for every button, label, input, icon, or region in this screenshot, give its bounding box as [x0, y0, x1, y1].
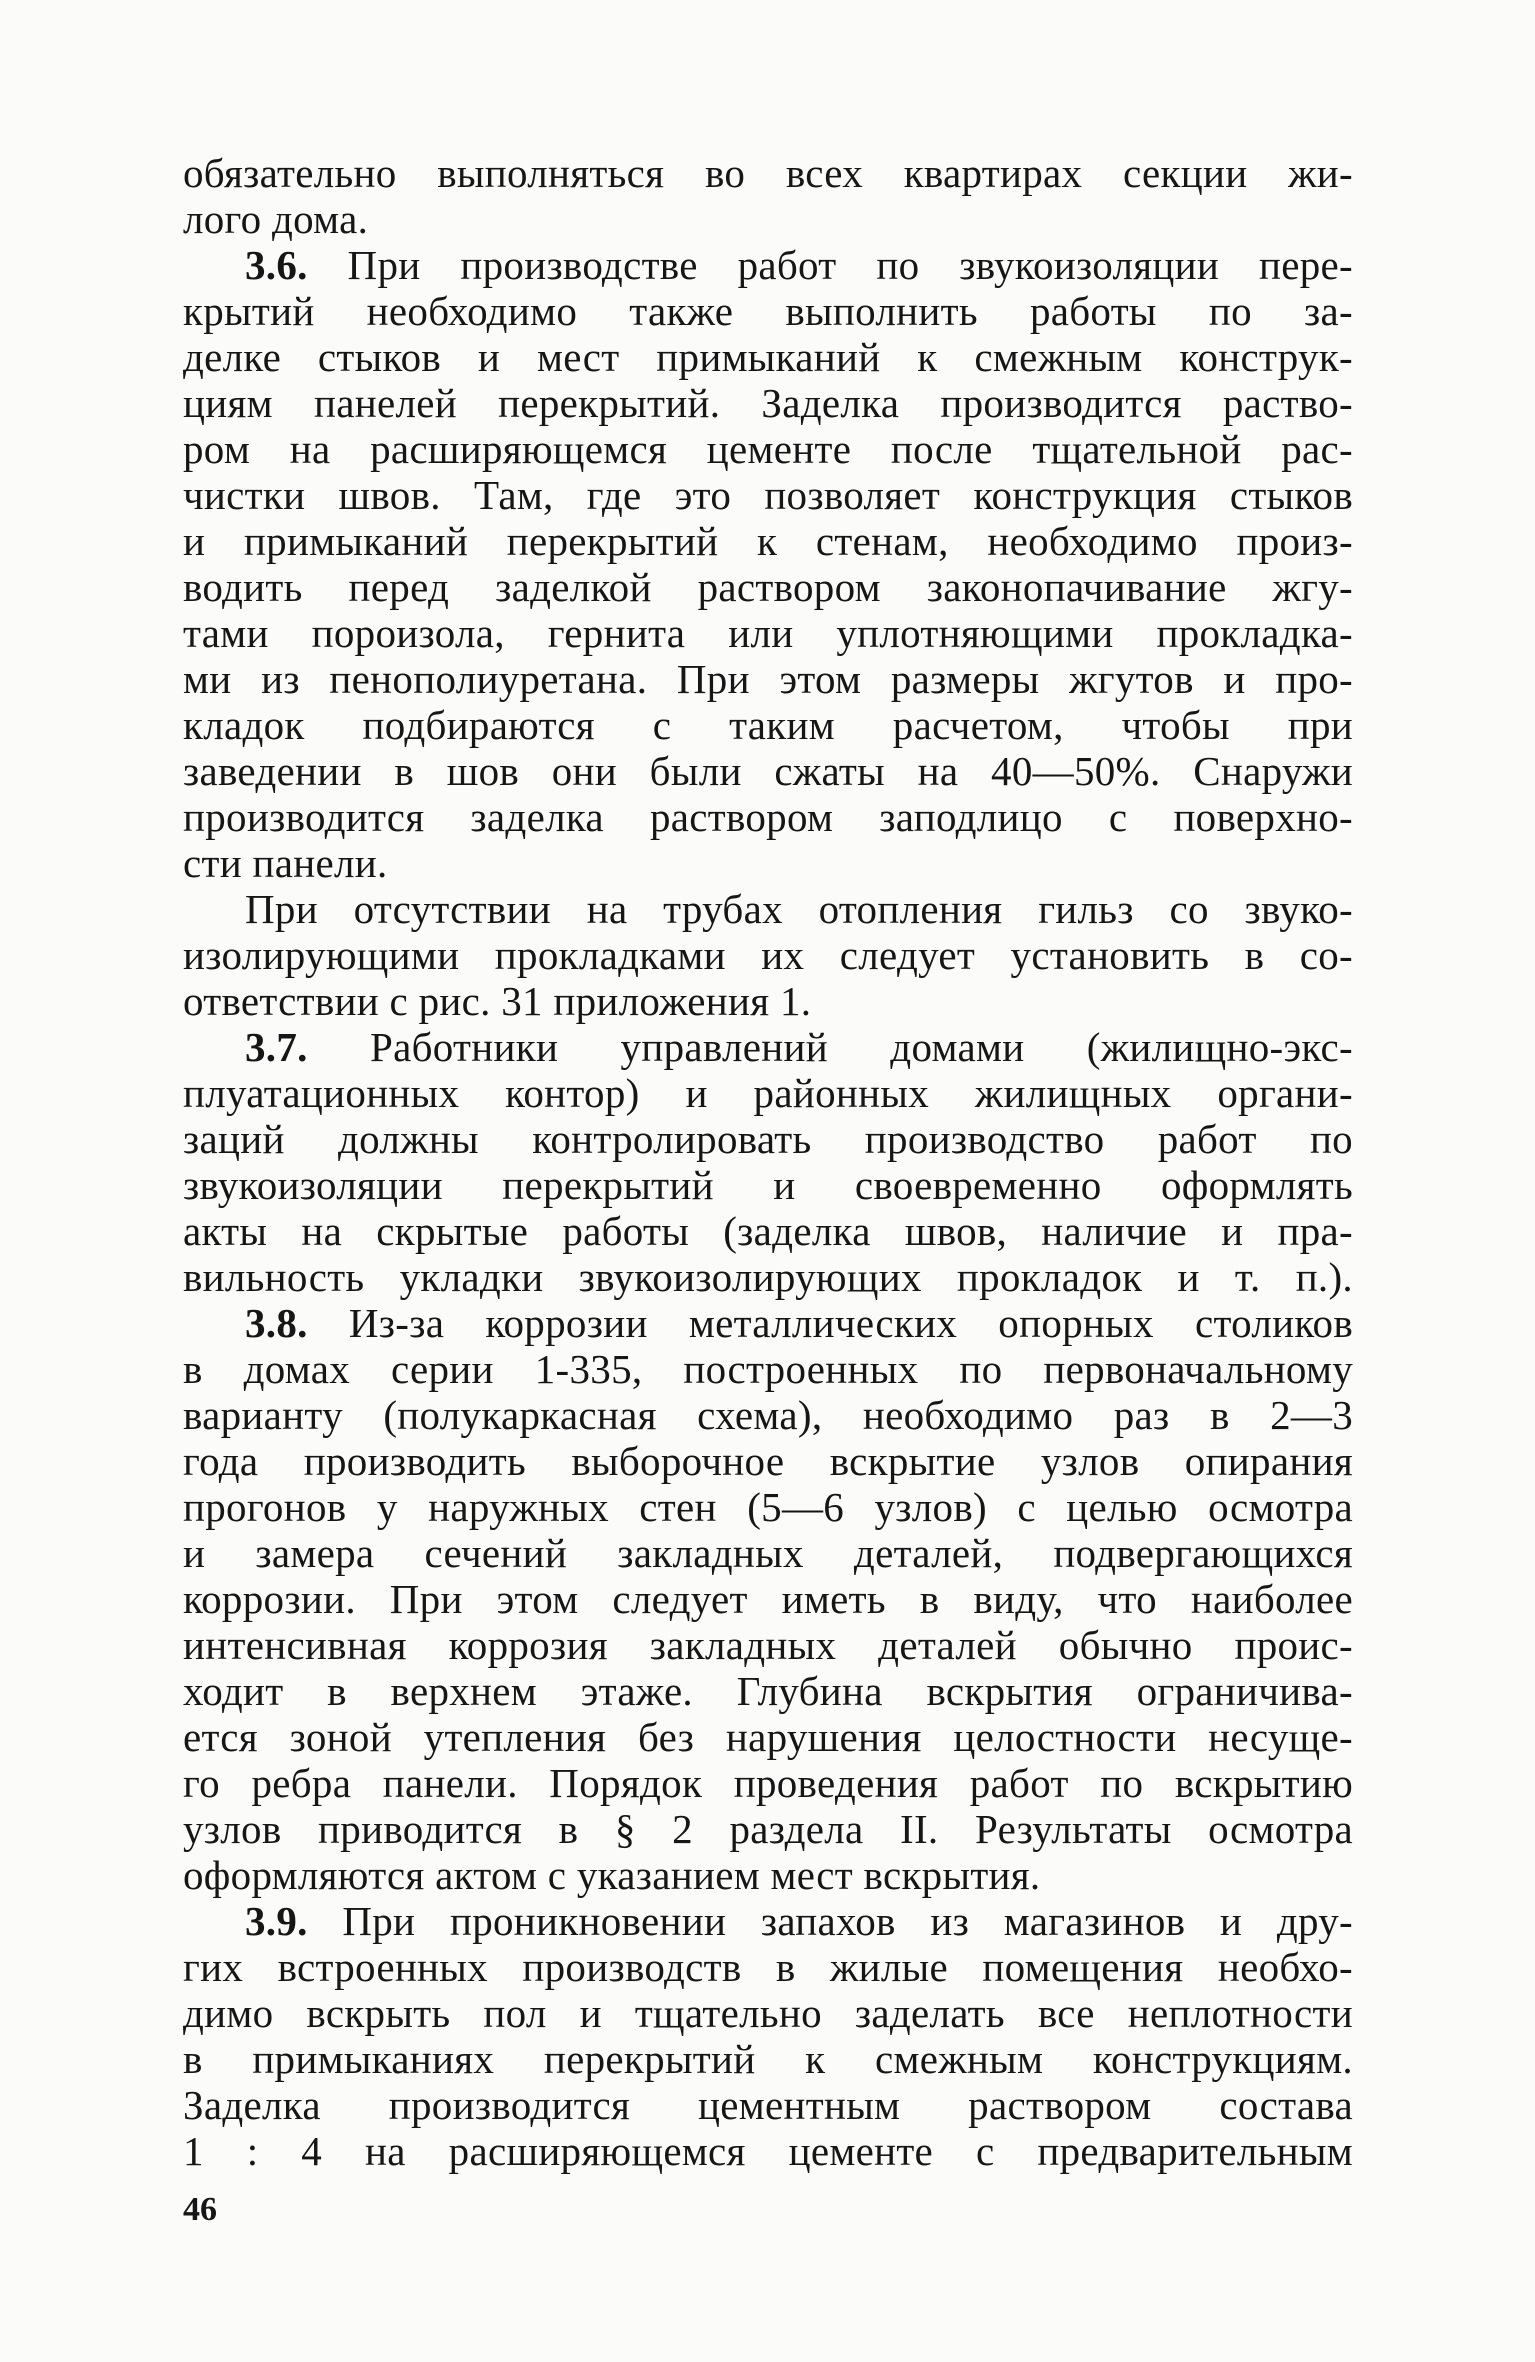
text-line: [183, 702, 1353, 748]
line-text: заведении в шов они были сжаты на 40—50%. Снаружи: [183, 748, 1353, 794]
text-line: [183, 1990, 1353, 2036]
line-text: узлов приводится в § 2 раздела II. Результаты осмотра: [183, 1806, 1353, 1852]
section-number: 3.9.: [245, 1898, 308, 1944]
text-line: [183, 1116, 1353, 1162]
text-line: [183, 564, 1353, 610]
line-text: ром на расширяющемся цементе после тщательной рас-: [183, 426, 1353, 472]
text-line: [183, 1484, 1353, 1530]
text-line: [183, 2128, 1353, 2174]
text-line: [183, 932, 1353, 978]
text-line: [183, 1576, 1353, 1622]
text-line: [183, 288, 1353, 334]
line-text: в домах серии 1-335, построенных по первоначальному: [183, 1346, 1353, 1392]
text-line: [183, 748, 1353, 794]
page-number: 46: [183, 2191, 217, 2228]
text-line: [183, 1714, 1353, 1760]
section-number: 3.7.: [245, 1024, 308, 1070]
line-text: и примыканий перекрытий к стенам, необходимо произ-: [183, 518, 1353, 564]
text-line: [183, 196, 1353, 242]
line-text: в примыканиях перекрытий к смежным конструкциям.: [183, 2036, 1353, 2082]
line-text: производится заделка раствором заподлицо с поверхно-: [183, 794, 1353, 840]
text-line: [183, 1944, 1353, 1990]
text-line: [183, 1760, 1353, 1806]
line-text: заций должны контролировать производство работ по: [183, 1116, 1353, 1162]
text-line: [183, 472, 1353, 518]
line-text: При отсутствии на трубах отопления гильз со звуко-: [245, 886, 1353, 932]
line-text: Из-за коррозии металлических опорных столиков: [307, 1300, 1353, 1346]
text-line: [183, 1852, 1353, 1898]
line-text: и замера сечений закладных деталей, подвергающихся: [183, 1530, 1353, 1576]
text-line: [183, 518, 1353, 564]
line-text: ется зоной утепления без нарушения целостности несуще-: [183, 1714, 1353, 1760]
text-line: [183, 1346, 1353, 1392]
line-text: ответствии с рис. 31 приложения 1.: [183, 978, 812, 1024]
text-line: [183, 886, 1353, 932]
line-text: оформляются актом с указанием мест вскрытия.: [183, 1852, 1041, 1898]
line-text: коррозии. При этом следует иметь в виду, что наиболее: [183, 1576, 1353, 1622]
line-text: крытий необходимо также выполнить работы по за-: [183, 288, 1353, 334]
text-line: [183, 1898, 1353, 1944]
text-line: [183, 610, 1353, 656]
text-line: [183, 1622, 1353, 1668]
line-text: плуатационных контор) и районных жилищных органи-: [183, 1070, 1353, 1116]
text-line: [183, 1530, 1353, 1576]
line-text: сти панели.: [183, 840, 388, 886]
line-text: варианту (полукаркасная схема), необходимо раз в 2—3: [183, 1392, 1353, 1438]
text-line: [183, 1438, 1353, 1484]
text-line: [183, 2036, 1353, 2082]
line-text: 1 : 4 на расширяющемся цементе с предварительным: [183, 2128, 1353, 2174]
line-text: вильность укладки звукоизолирующих прокладок и т. п.).: [183, 1254, 1353, 1300]
line-text: кладок подбираются с таким расчетом, чтобы при: [183, 702, 1353, 748]
line-text: изолирующими прокладками их следует установить в со-: [183, 932, 1353, 978]
line-text: обязательно выполняться во всех квартирах секции жи-: [183, 150, 1353, 196]
text-line: [183, 840, 1353, 886]
line-text: циям панелей перекрытий. Заделка производится раство-: [183, 380, 1353, 426]
text-line: [183, 1208, 1353, 1254]
text-line: [183, 334, 1353, 380]
line-text: акты на скрытые работы (заделка швов, наличие и пра-: [183, 1208, 1353, 1254]
text-line: [183, 150, 1353, 196]
line-text: При производстве работ по звукоизоляции пере-: [307, 242, 1353, 288]
body-text: [183, 150, 1353, 2174]
text-line: [183, 656, 1353, 702]
line-text: Работники управлений домами (жилищно-экс-: [307, 1024, 1353, 1070]
text-line: [183, 1668, 1353, 1714]
line-text: тами пороизола, гернита или уплотняющими прокладка-: [183, 610, 1353, 656]
section-number: 3.6.: [245, 242, 308, 288]
text-line: [183, 978, 1353, 1024]
line-text: При проникновении запахов из магазинов и дру-: [307, 1898, 1353, 1944]
line-text: года производить выборочное вскрытие узлов опирания: [183, 1438, 1353, 1484]
line-text: гих встроенных производств в жилые помещения необхо-: [183, 1944, 1353, 1990]
section-number: 3.8.: [245, 1300, 308, 1346]
text-line: [183, 794, 1353, 840]
text-line: [183, 1392, 1353, 1438]
line-text: звукоизоляции перекрытий и своевременно оформлять: [183, 1162, 1353, 1208]
line-text: делке стыков и мест примыканий к смежным конструк-: [183, 334, 1353, 380]
line-text: димо вскрыть пол и тщательно заделать все неплотности: [183, 1990, 1353, 2036]
text-line: [183, 426, 1353, 472]
text-line: [183, 1024, 1353, 1070]
text-line: [183, 1070, 1353, 1116]
line-text: лого дома.: [183, 196, 369, 242]
text-line: [183, 1254, 1353, 1300]
line-text: Заделка производится цементным раствором состава: [183, 2082, 1353, 2128]
text-line: [183, 380, 1353, 426]
text-line: [183, 242, 1353, 288]
line-text: го ребра панели. Порядок проведения работ по вскрытию: [183, 1760, 1353, 1806]
line-text: чистки швов. Там, где это позволяет конструкция стыков: [183, 472, 1353, 518]
text-line: [183, 1162, 1353, 1208]
line-text: интенсивная коррозия закладных деталей обычно проис-: [183, 1622, 1353, 1668]
line-text: ходит в верхнем этаже. Глубина вскрытия ограничива-: [183, 1668, 1353, 1714]
text-line: [183, 1300, 1353, 1346]
line-text: прогонов у наружных стен (5—6 узлов) с целью осмотра: [183, 1484, 1353, 1530]
line-text: водить перед заделкой раствором законопачивание жгу-: [183, 564, 1353, 610]
text-line: [183, 2082, 1353, 2128]
text-line: [183, 1806, 1353, 1852]
line-text: ми из пенополиуретана. При этом размеры жгутов и про-: [183, 656, 1353, 702]
